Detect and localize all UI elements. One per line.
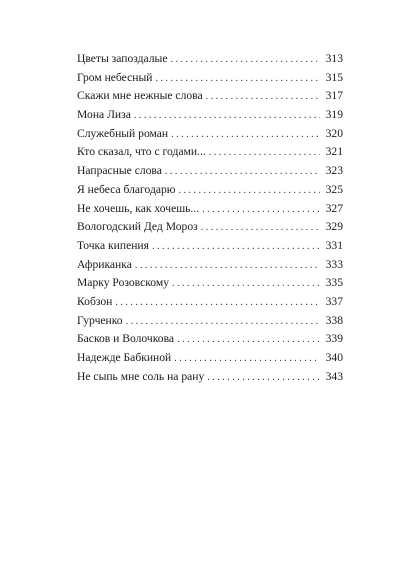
toc-entry-page: 313 xyxy=(325,52,343,65)
toc-dot-leader xyxy=(155,70,320,89)
toc-entry xyxy=(77,218,343,237)
toc-entry-title: Вологодский Дед Мороз xyxy=(77,220,198,234)
toc-entry-page: 321 xyxy=(325,145,343,159)
toc-entry xyxy=(77,293,343,312)
toc-entry-page: 315 xyxy=(325,70,343,84)
toc-entry-page: 327 xyxy=(325,201,343,215)
toc-dot-leader xyxy=(171,51,321,70)
toc-entry-title: Гром небесный xyxy=(77,70,153,84)
toc-entry-title: Не сыпь мне соль на рану xyxy=(77,369,205,383)
toc-dot-leader xyxy=(171,126,320,145)
toc-dot-leader xyxy=(206,88,320,107)
toc-dot-leader xyxy=(201,219,320,238)
toc-entry xyxy=(77,106,343,125)
toc-entry-title: Надежде Бабкиной xyxy=(77,351,172,364)
toc-entry-title: Скажи мне нежные слова xyxy=(77,89,203,103)
toc-dot-leader xyxy=(172,275,320,294)
toc-dot-leader xyxy=(115,294,320,313)
toc-entry-page: 317 xyxy=(325,89,343,103)
toc-entry xyxy=(77,181,343,200)
toc-entry-title: Я небеса благодарю xyxy=(77,182,176,196)
toc-entry xyxy=(77,256,343,275)
toc-entry-title: Мона Лиза xyxy=(77,108,131,122)
toc-entry-title: Напрасные слова xyxy=(77,164,162,178)
toc-entry-title: Африканка xyxy=(77,257,132,271)
toc-entry-title: Гурченко xyxy=(77,313,123,327)
toc-entry-page: 329 xyxy=(325,220,343,234)
toc-dot-leader xyxy=(174,350,320,369)
toc-entry xyxy=(77,162,343,181)
toc-entry-title: Служебный роман xyxy=(77,126,169,140)
toc-entry xyxy=(77,368,343,387)
toc-entry-page: 325 xyxy=(325,182,343,196)
toc-entry-page: 343 xyxy=(325,369,343,383)
toc-entry-page: 339 xyxy=(325,332,343,346)
toc-entry-page: 337 xyxy=(325,294,343,308)
toc-entry xyxy=(77,349,343,368)
toc-dot-leader xyxy=(134,107,320,126)
toc-entry-title: Кобзон xyxy=(77,294,113,308)
toc-entry-title: Не хочешь, как хочешь... xyxy=(77,201,200,215)
toc-dot-leader xyxy=(202,201,320,220)
toc-entry-page: 323 xyxy=(325,164,343,178)
toc-entry-page: 335 xyxy=(325,276,343,290)
toc-dot-leader xyxy=(152,238,320,257)
toc-entry-title: Цветы запоздалые xyxy=(77,52,168,65)
toc-entry xyxy=(77,50,343,69)
toc-entry xyxy=(77,69,343,88)
toc-entry-title: Точка кипения xyxy=(77,238,149,252)
toc-entry xyxy=(77,274,343,293)
toc-dot-leader xyxy=(165,163,320,182)
table-of-contents xyxy=(77,50,343,386)
toc-entry-title: Басков и Волочкова xyxy=(77,332,175,346)
toc-entry xyxy=(77,87,343,106)
toc-entry-page: 340 xyxy=(325,351,343,364)
toc-dot-leader xyxy=(209,144,320,163)
toc-entry xyxy=(77,330,343,349)
toc-entry-page: 338 xyxy=(325,313,343,327)
toc-dot-leader xyxy=(126,313,320,332)
toc-entry-page: 333 xyxy=(325,257,343,271)
toc-entry xyxy=(77,143,343,162)
toc-entry-title: Кто сказал, что с годами... xyxy=(77,145,206,159)
toc-entry-title: Марку Розовскому xyxy=(77,276,169,290)
toc-dot-leader xyxy=(135,257,320,276)
toc-entry xyxy=(77,125,343,144)
toc-entry xyxy=(77,237,343,256)
toc-entry xyxy=(77,200,343,219)
toc-dot-leader xyxy=(177,331,320,350)
toc-entry-page: 331 xyxy=(325,238,343,252)
toc-dot-leader xyxy=(207,369,320,388)
toc-dot-leader xyxy=(178,182,320,201)
toc-entry xyxy=(77,312,343,331)
toc-entry-page: 319 xyxy=(325,108,343,122)
toc-entry-page: 320 xyxy=(325,126,343,140)
